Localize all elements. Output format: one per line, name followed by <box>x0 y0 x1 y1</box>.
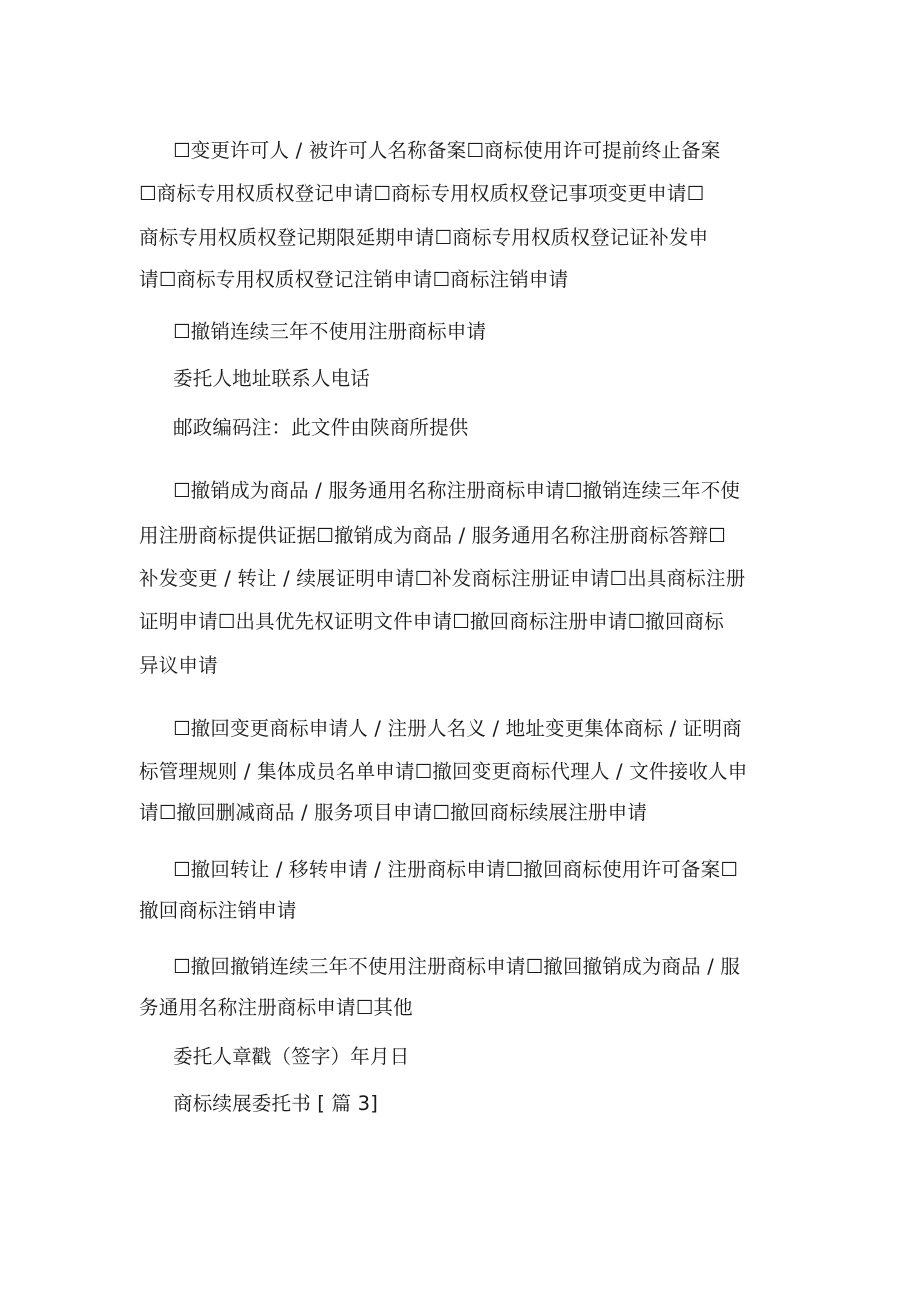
text-line: 异议申请 <box>139 654 218 677</box>
text-line: 邮政编码注：此文件由陕商所提供 <box>173 416 469 439</box>
text-line: 委托人章戳（签字）年月日 <box>173 1045 410 1068</box>
section-heading: 商标续展委托书 [ 篇 3] <box>173 1092 379 1115</box>
text-line: ☐变更许可人 / 被许可人名称备案☐商标使用许可提前终止备案 <box>173 139 721 162</box>
text-line: 请☐商标专用权质权登记注销申请☐商标注销申请 <box>139 268 569 291</box>
text-line: ☐撤回撤销连续三年不使用注册商标申请☐撤回撤销成为商品 / 服 <box>173 955 741 978</box>
text-line: 委托人地址联系人电话 <box>173 367 371 390</box>
text-line: ☐撤回转让 / 移转申请 / 注册商标申请☐撤回商标使用许可备案☐ <box>173 858 738 881</box>
text-line: 补发变更 / 转让 / 续展证明申请☐补发商标注册证申请☐出具商标注册 <box>139 567 746 590</box>
text-line: ☐撤销连续三年不使用注册商标申请 <box>173 320 487 343</box>
text-line: 务通用名称注册商标申请☐其他 <box>139 996 413 1019</box>
text-line: 用注册商标提供证据☐撤销成为商品 / 服务通用名称注册商标答辩☐ <box>139 524 726 547</box>
text-line: 证明申请☐出具优先权证明文件申请☐撤回商标注册申请☐撤回商标 <box>139 610 724 633</box>
text-line: ☐商标专用权质权登记申请☐商标专用权质权登记事项变更申请☐ <box>139 182 705 205</box>
text-line: 请☐撤回删减商品 / 服务项目申请☐撤回商标续展注册申请 <box>139 801 648 824</box>
text-line: 标管理规则 / 集体成员名单申请☐撤回变更商标代理人 / 文件接收人申 <box>139 760 748 783</box>
text-line: ☐撤回变更商标申请人 / 注册人名义 / 地址变更集体商标 / 证明商 <box>173 717 742 740</box>
text-line: 商标专用权质权登记期限延期申请☐商标专用权质权登记证补发申 <box>139 226 709 249</box>
text-line: ☐撤销成为商品 / 服务通用名称注册商标申请☐撤销连续三年不使 <box>173 479 741 502</box>
text-line: 撤回商标注销申请 <box>139 899 297 922</box>
